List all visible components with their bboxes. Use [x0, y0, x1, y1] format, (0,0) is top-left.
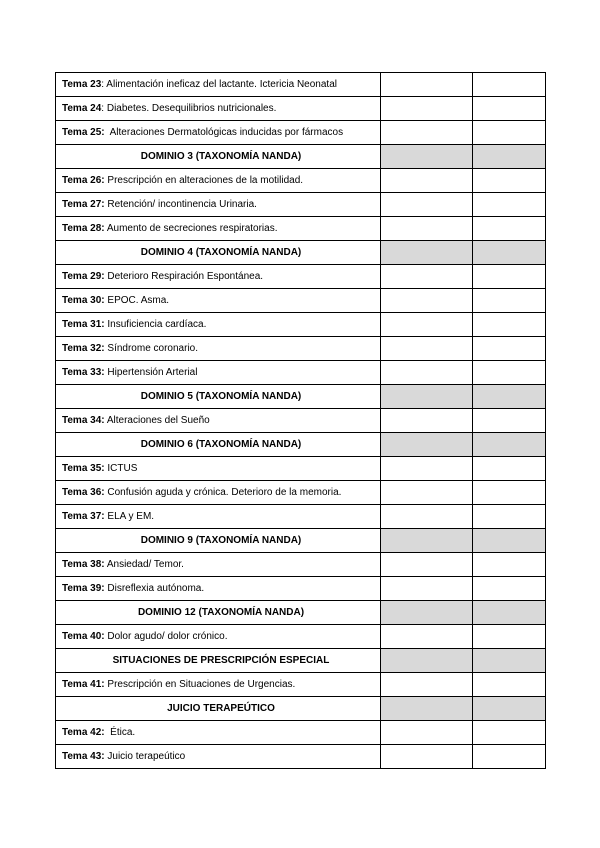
topic-separator: : — [101, 102, 105, 114]
section-header-row — [56, 385, 546, 409]
check-column-b — [473, 289, 546, 313]
check-column-b — [473, 361, 546, 385]
section-header-row — [56, 529, 546, 553]
check-column-b — [473, 265, 546, 289]
topic-number: Tema 31: — [62, 318, 105, 330]
topic-number: Tema 24 — [62, 102, 102, 114]
check-column-b — [473, 73, 546, 97]
topic-title: Alteraciones Dermatológicas inducidas por fármacos — [104, 126, 344, 138]
topic-number: Tema 23 — [62, 78, 102, 90]
section-header-row — [56, 145, 546, 169]
check-column-b — [473, 97, 546, 121]
section-header-row — [56, 697, 546, 721]
check-column-b — [473, 745, 546, 769]
topic-number: Tema 42: — [62, 726, 105, 738]
check-column-b — [473, 409, 546, 433]
topic-title: Ética. — [104, 726, 136, 738]
check-column-b — [473, 241, 546, 265]
check-column-a — [381, 145, 473, 169]
topic-number: Tema 35: — [62, 462, 105, 474]
topic-cell — [56, 505, 381, 529]
check-column-b — [473, 385, 546, 409]
topic-row — [56, 361, 546, 385]
topic-cell — [56, 121, 381, 145]
check-column-b — [473, 481, 546, 505]
check-column-a — [381, 265, 473, 289]
section-header: SITUACIONES DE PRESCRIPCIÓN ESPECIAL — [56, 649, 381, 673]
topic-number: Tema 30: — [62, 294, 105, 306]
topic-number: Tema 33: — [62, 366, 105, 378]
topic-cell — [56, 577, 381, 601]
check-column-a — [381, 433, 473, 457]
check-column-b — [473, 721, 546, 745]
section-header: JUICIO TERAPEÚTICO — [56, 697, 381, 721]
check-column-b — [473, 553, 546, 577]
check-column-a — [381, 313, 473, 337]
topic-row — [56, 265, 546, 289]
topic-title: Deterioro Respiración Espontánea. — [104, 270, 264, 282]
topic-row — [56, 721, 546, 745]
check-column-a — [381, 721, 473, 745]
topic-number: Tema 26: — [62, 174, 105, 186]
topic-title: EPOC. Asma. — [104, 294, 170, 306]
check-column-a — [381, 121, 473, 145]
topic-number: Tema 29: — [62, 270, 105, 282]
section-header-row — [56, 433, 546, 457]
check-column-b — [473, 577, 546, 601]
topic-cell — [56, 289, 381, 313]
topic-title: Alimentación ineficaz del lactante. Ictericia Neonatal — [104, 78, 337, 90]
check-column-b — [473, 145, 546, 169]
topic-row — [56, 337, 546, 361]
topic-title: Alteraciones del Sueño — [104, 414, 210, 426]
check-column-a — [381, 553, 473, 577]
topic-cell — [56, 745, 381, 769]
check-column-b — [473, 121, 546, 145]
check-column-a — [381, 97, 473, 121]
topic-row — [56, 193, 546, 217]
check-column-a — [381, 505, 473, 529]
topic-cell — [56, 217, 381, 241]
check-column-b — [473, 313, 546, 337]
check-column-a — [381, 625, 473, 649]
check-column-a — [381, 529, 473, 553]
section-header: DOMINIO 5 (TAXONOMÍA NANDA) — [56, 385, 381, 409]
check-column-b — [473, 505, 546, 529]
topic-title: Dolor agudo/ dolor crónico. — [104, 630, 228, 642]
topic-separator: : — [101, 78, 105, 90]
topic-title: Síndrome coronario. — [104, 342, 199, 354]
section-header: DOMINIO 9 (TAXONOMÍA NANDA) — [56, 529, 381, 553]
topic-row — [56, 505, 546, 529]
topic-title: Confusión aguda y crónica. Deterioro de la memoria. — [104, 486, 342, 498]
topic-number: Tema 39: — [62, 582, 105, 594]
syllabus-table — [55, 72, 546, 769]
topic-title: Aumento de secreciones respiratorias. — [104, 222, 278, 234]
topic-number: Tema 34: — [62, 414, 105, 426]
topic-title: Retención/ incontinencia Urinaria. — [104, 198, 257, 210]
topic-cell — [56, 625, 381, 649]
check-column-b — [473, 673, 546, 697]
topic-cell — [56, 409, 381, 433]
topic-cell — [56, 337, 381, 361]
topic-row — [56, 457, 546, 481]
check-column-a — [381, 577, 473, 601]
topic-number: Tema 40: — [62, 630, 105, 642]
topic-row — [56, 577, 546, 601]
topic-cell — [56, 97, 381, 121]
topic-number: Tema 43: — [62, 750, 105, 762]
topic-number: Tema 28: — [62, 222, 105, 234]
check-column-b — [473, 217, 546, 241]
topic-cell — [56, 193, 381, 217]
topic-number: Tema 32: — [62, 342, 105, 354]
check-column-b — [473, 601, 546, 625]
topic-title: Prescripción en alteraciones de la motilidad. — [104, 174, 304, 186]
topic-row — [56, 217, 546, 241]
check-column-a — [381, 601, 473, 625]
topic-cell — [56, 481, 381, 505]
check-column-a — [381, 673, 473, 697]
topic-row — [56, 481, 546, 505]
topic-cell — [56, 361, 381, 385]
check-column-a — [381, 649, 473, 673]
section-header: DOMINIO 6 (TAXONOMÍA NANDA) — [56, 433, 381, 457]
topic-title: Prescripción en Situaciones de Urgencias. — [104, 678, 296, 690]
section-header: DOMINIO 4 (TAXONOMÍA NANDA) — [56, 241, 381, 265]
topic-row — [56, 289, 546, 313]
check-column-a — [381, 289, 473, 313]
topic-cell — [56, 457, 381, 481]
topic-row — [56, 745, 546, 769]
check-column-a — [381, 385, 473, 409]
topic-cell — [56, 169, 381, 193]
check-column-a — [381, 217, 473, 241]
check-column-a — [381, 73, 473, 97]
topic-title: Juicio terapeútico — [104, 750, 186, 762]
check-column-b — [473, 649, 546, 673]
topic-title: Ansiedad/ Temor. — [104, 558, 184, 570]
topic-title: Insuficiencia cardíaca. — [104, 318, 207, 330]
check-column-a — [381, 361, 473, 385]
topic-number: Tema 41: — [62, 678, 105, 690]
topic-cell — [56, 721, 381, 745]
topic-cell — [56, 73, 381, 97]
topic-title: ELA y EM. — [104, 510, 155, 522]
check-column-a — [381, 169, 473, 193]
topic-cell — [56, 553, 381, 577]
topic-row — [56, 409, 546, 433]
topic-row — [56, 121, 546, 145]
topic-row — [56, 169, 546, 193]
check-column-b — [473, 433, 546, 457]
topic-title: ICTUS — [104, 462, 138, 474]
section-header: DOMINIO 3 (TAXONOMÍA NANDA) — [56, 145, 381, 169]
topic-row — [56, 73, 546, 97]
check-column-b — [473, 697, 546, 721]
check-column-a — [381, 241, 473, 265]
topic-row — [56, 553, 546, 577]
topic-cell — [56, 265, 381, 289]
topic-number: Tema 25: — [62, 126, 105, 138]
section-header-row — [56, 649, 546, 673]
topic-number: Tema 27: — [62, 198, 105, 210]
topic-number: Tema 38: — [62, 558, 105, 570]
topic-cell — [56, 313, 381, 337]
topic-title: Hipertensión Arterial — [104, 366, 198, 378]
section-header-row — [56, 601, 546, 625]
check-column-a — [381, 745, 473, 769]
section-header: DOMINIO 12 (TAXONOMÍA NANDA) — [56, 601, 381, 625]
topic-row — [56, 313, 546, 337]
check-column-b — [473, 457, 546, 481]
check-column-a — [381, 697, 473, 721]
check-column-a — [381, 457, 473, 481]
check-column-b — [473, 193, 546, 217]
check-column-a — [381, 409, 473, 433]
check-column-a — [381, 481, 473, 505]
topic-number: Tema 37: — [62, 510, 105, 522]
check-column-b — [473, 169, 546, 193]
check-column-b — [473, 337, 546, 361]
topic-number: Tema 36: — [62, 486, 105, 498]
check-column-a — [381, 193, 473, 217]
check-column-a — [381, 337, 473, 361]
topic-row — [56, 625, 546, 649]
check-column-b — [473, 625, 546, 649]
topic-title: Disreflexia autónoma. — [104, 582, 205, 594]
section-header-row — [56, 241, 546, 265]
topic-row — [56, 97, 546, 121]
topic-cell — [56, 673, 381, 697]
syllabus-body — [56, 73, 546, 769]
check-column-b — [473, 529, 546, 553]
topic-title: Diabetes. Desequilibrios nutricionales. — [104, 102, 277, 114]
topic-row — [56, 673, 546, 697]
